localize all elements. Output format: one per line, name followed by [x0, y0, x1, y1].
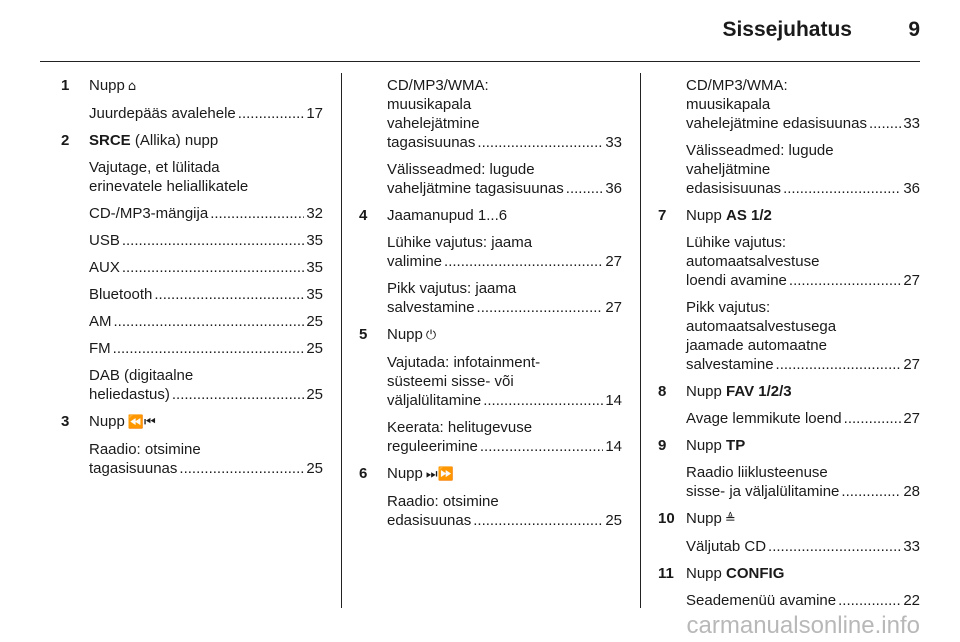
toc-line [89, 459, 323, 478]
page-reference: 25 [306, 386, 323, 403]
toc-line [89, 285, 323, 304]
function-description [658, 409, 920, 428]
control-key-name: TP [726, 437, 746, 454]
page-reference: 27 [605, 253, 622, 270]
toc-line [686, 355, 920, 374]
control-number: 3 [61, 413, 70, 430]
function-description [61, 440, 323, 478]
control-number: 10 [658, 510, 675, 527]
control-number: 2 [61, 132, 70, 149]
page-number: 9 [908, 18, 920, 41]
toc-line [686, 114, 920, 133]
toc-line [686, 409, 920, 428]
dot-leader [210, 204, 304, 223]
description-line: Vajutada: infotainment- [387, 354, 541, 371]
control-entry [359, 464, 622, 530]
toc-line [686, 591, 920, 610]
description-line: Raadio: otsimine [387, 493, 499, 510]
toc-text: valimine [387, 253, 443, 270]
control-number: 5 [359, 326, 368, 343]
control-entry [658, 564, 920, 610]
toc-line [89, 204, 323, 223]
function-description [658, 76, 920, 133]
control-key-name: AS 1/2 [726, 207, 772, 224]
control-label: Jaamanupud 1...6 [387, 207, 508, 224]
control-number: 1 [61, 77, 70, 94]
description-line: CD/MP3/WMA: [387, 77, 489, 94]
function-description [359, 233, 622, 271]
function-description [359, 76, 622, 152]
page-reference: 33 [903, 115, 920, 132]
dot-leader [838, 591, 901, 610]
page-reference: 36 [903, 180, 920, 197]
dot-leader [783, 179, 901, 198]
description-line: Välisseadmed: lugude [686, 142, 834, 159]
control-entry [658, 509, 920, 556]
toc-line [89, 231, 323, 250]
button-symbol-icon: ⏭⏩ [425, 467, 454, 482]
dot-leader [844, 409, 902, 428]
page-reference: 35 [306, 232, 323, 249]
dot-leader [789, 271, 901, 290]
header-rule [40, 61, 920, 62]
toc-line [89, 258, 323, 277]
page-reference: 32 [306, 205, 323, 222]
description-line: jaamade automaatne [686, 337, 827, 354]
page-reference: 25 [605, 512, 622, 529]
toc-line [89, 312, 323, 331]
toc-line [387, 298, 622, 317]
description-line: DAB (digitaalne [89, 367, 194, 384]
control-entry [61, 76, 323, 123]
toc-line [89, 385, 323, 404]
control-entry [658, 76, 920, 198]
toc-line [89, 104, 323, 123]
control-heading [658, 564, 920, 583]
function-description [359, 279, 622, 317]
control-heading [61, 412, 323, 432]
toc-line [387, 179, 622, 198]
control-key-name: FAV 1/2/3 [726, 383, 792, 400]
toc-text: USB [89, 232, 120, 249]
dot-leader [172, 385, 304, 404]
page-reference: 33 [903, 538, 920, 555]
control-key-name: CONFIG [726, 565, 785, 582]
description-line: muusikapala [686, 96, 771, 113]
control-heading [359, 464, 622, 484]
dot-leader [238, 104, 305, 123]
function-description [61, 285, 323, 304]
dot-leader [179, 459, 304, 478]
description-line: Raadio liiklusteenuse [686, 464, 828, 481]
toc-text: edasisuunas [387, 512, 472, 529]
toc-line [387, 252, 622, 271]
column-divider [341, 73, 342, 608]
function-description [658, 298, 920, 374]
page-reference: 35 [306, 259, 323, 276]
toc-text: reguleerimine [387, 438, 478, 455]
function-description [61, 231, 323, 250]
function-description [658, 537, 920, 556]
dot-leader [113, 339, 305, 358]
page-reference: 28 [903, 483, 920, 500]
button-symbol-icon: ≜ [724, 512, 736, 527]
function-description [658, 463, 920, 501]
function-description [61, 258, 323, 277]
toc-text: Bluetooth [89, 286, 153, 303]
toc-line [387, 133, 622, 152]
description-line: CD/MP3/WMA: [686, 77, 788, 94]
toc-text: loendi avamine [686, 272, 787, 289]
button-symbol-icon: ⏻ [425, 328, 437, 343]
description-line: Raadio: otsimine [89, 441, 201, 458]
page-reference: 33 [605, 134, 622, 151]
page-reference: 25 [306, 313, 323, 330]
function-description [658, 233, 920, 290]
column-3 [658, 76, 920, 618]
toc-text: FM [89, 340, 111, 357]
toc-line [686, 482, 920, 501]
control-entry [658, 206, 920, 374]
control-label-suffix: (Allika) nupp [130, 132, 219, 149]
watermark: carmanualsonline.info [686, 612, 920, 639]
control-number: 4 [359, 207, 368, 224]
toc-text: vaheljätmine tagasisuunas [387, 180, 564, 197]
dot-leader [483, 391, 603, 410]
control-entry [658, 382, 920, 428]
toc-text: tagasisuunas [89, 460, 178, 477]
toc-line [686, 179, 920, 198]
dot-leader [473, 511, 603, 530]
dot-leader [444, 252, 603, 271]
dot-leader [154, 285, 304, 304]
dot-leader [114, 312, 305, 331]
toc-text: salvestamine [686, 356, 774, 373]
function-description [658, 141, 920, 198]
toc-text: heliedastus) [89, 386, 170, 403]
control-entry [658, 436, 920, 501]
page-reference: 25 [306, 460, 323, 477]
toc-text: salvestamine [387, 299, 475, 316]
control-entry [359, 76, 622, 198]
description-line: süsteemi sisse- või [387, 373, 514, 390]
toc-line [89, 339, 323, 358]
toc-line [387, 437, 622, 456]
function-description [658, 591, 920, 610]
control-heading [359, 206, 622, 225]
column-divider [640, 73, 641, 608]
dot-leader [776, 355, 902, 374]
page-reference: 27 [903, 410, 920, 427]
control-number: 6 [359, 465, 368, 482]
control-number: 11 [658, 565, 674, 582]
function-description [359, 353, 622, 410]
control-heading [658, 382, 920, 401]
function-description [61, 204, 323, 223]
toc-text: Väljutab CD [686, 538, 767, 555]
toc-text: väljalülitamine [387, 392, 482, 409]
toc-text: AUX [89, 259, 120, 276]
description-line: automaatsalvestuse [686, 253, 820, 270]
control-number: 7 [658, 207, 667, 224]
description-line: Pikk vajutus: jaama [387, 280, 517, 297]
control-heading [658, 206, 920, 225]
toc-text: AM [89, 313, 112, 330]
function-description [61, 339, 323, 358]
description-line: Vajutage, et lülitada [89, 159, 220, 176]
toc-text: Seademenüü avamine [686, 592, 837, 609]
control-label: Nupp [387, 465, 423, 482]
toc-text: tagasisuunas [387, 134, 476, 151]
description-line: erinevatele heliallikatele [89, 178, 249, 195]
function-description [61, 104, 323, 123]
control-label: Nupp [89, 413, 125, 430]
control-label: Nupp [89, 77, 125, 94]
description-line: vaheljätmine [686, 161, 771, 178]
dot-leader [122, 258, 304, 277]
toc-text: Juurdepääs avalehele [89, 105, 236, 122]
description-line: Lühike vajutus: jaama [387, 234, 533, 251]
page-reference: 22 [903, 592, 920, 609]
dot-leader [477, 133, 603, 152]
description-line: Välisseadmed: lugude [387, 161, 535, 178]
page-reference: 35 [306, 286, 323, 303]
page-reference: 14 [605, 438, 622, 455]
control-label: Nupp [686, 437, 722, 454]
description-line: Keerata: helitugevuse [387, 419, 533, 436]
page-reference: 14 [605, 392, 622, 409]
button-symbol-icon: ⏪⏮ [127, 415, 156, 430]
control-heading [658, 509, 920, 529]
dot-leader [480, 437, 603, 456]
toc-line [387, 391, 622, 410]
control-heading [359, 325, 622, 345]
description-line: Lühike vajutus: [686, 234, 787, 251]
control-entry [61, 131, 323, 404]
function-description [61, 158, 323, 196]
function-description [61, 312, 323, 331]
description-line: muusikapala [387, 96, 472, 113]
dot-leader [869, 114, 901, 133]
page-reference: 36 [605, 180, 622, 197]
description-line: vahelejätmine [387, 115, 480, 132]
page-reference: 25 [306, 340, 323, 357]
control-entry [61, 412, 323, 478]
description-line: automaatsalvestusega [686, 318, 837, 335]
control-entry [359, 206, 622, 317]
control-label: Nupp [387, 326, 423, 343]
control-key-name: SRCE [89, 132, 131, 149]
description-line: Pikk vajutus: [686, 299, 771, 316]
control-label: Nupp [686, 383, 722, 400]
toc-text: vahelejätmine edasisuunas [686, 115, 867, 132]
toc-text: CD-/MP3-mängija [89, 205, 209, 222]
control-number: 9 [658, 437, 667, 454]
dot-leader [768, 537, 901, 556]
toc-line [686, 537, 920, 556]
control-heading [61, 131, 323, 150]
button-symbol-icon: ⌂ [127, 79, 137, 94]
toc-text: Avage lemmikute loend [686, 410, 842, 427]
toc-text: edasisisuunas [686, 180, 782, 197]
page-reference: 27 [903, 272, 920, 289]
function-description [61, 366, 323, 404]
control-entry [359, 325, 622, 456]
header-title: Sissejuhatus [722, 18, 852, 41]
control-heading [61, 76, 323, 96]
control-label: Nupp [686, 565, 722, 582]
function-description [359, 418, 622, 456]
function-description [359, 160, 622, 198]
page-reference: 27 [605, 299, 622, 316]
control-heading [658, 436, 920, 455]
page-reference: 17 [306, 105, 323, 122]
toc-line [387, 511, 622, 530]
page-reference: 27 [903, 356, 920, 373]
toc-text: sisse- ja väljalülitamine [686, 483, 840, 500]
control-label: Nupp [686, 207, 722, 224]
control-label: Nupp [686, 510, 722, 527]
dot-leader [566, 179, 604, 198]
dot-leader [841, 482, 901, 501]
control-number: 8 [658, 383, 667, 400]
dot-leader [477, 298, 604, 317]
function-description [359, 492, 622, 530]
column-2 [359, 76, 622, 538]
column-1 [61, 76, 323, 486]
toc-line [686, 271, 920, 290]
dot-leader [122, 231, 304, 250]
